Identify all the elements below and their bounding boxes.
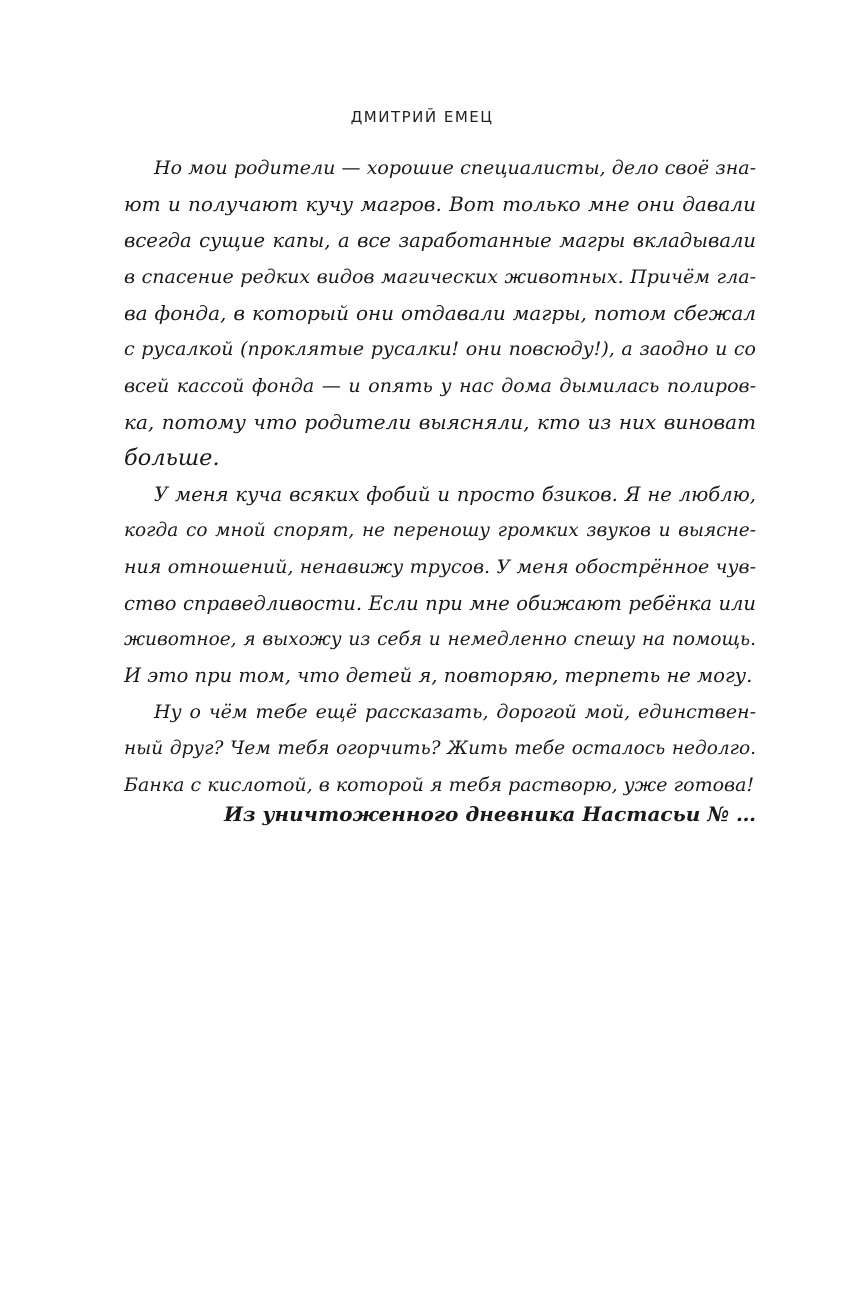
text-line: ство справедливости. Если при мне обижают ребёнка или xyxy=(124,591,756,615)
text-line: больше. xyxy=(124,445,220,472)
text-line: в спасение редких видов магических животных. Причём гла- xyxy=(124,265,756,288)
text-line: У меня куча всяких фобий и просто бзиков. Я не люблю, xyxy=(154,482,756,506)
text-line: ный друг? Чем тебя огорчить? Жить тебе осталось недолго. xyxy=(124,737,756,759)
paragraph-2 xyxy=(124,477,756,695)
paragraph-1 xyxy=(124,150,756,477)
paragraph-3 xyxy=(124,694,756,803)
text-line: с русалкой (проклятые русалки! они повсюду!), а заодно и со xyxy=(124,338,756,361)
source-attribution: Из уничтоженного дневника Настасьи № … xyxy=(223,802,756,826)
text-line: Но мои родители — хорошие специалисты, дело своё зна- xyxy=(154,157,756,179)
text-line: ния отношений, ненавижу трусов. У меня обострённое чув- xyxy=(124,556,756,579)
text-line: всей кассой фонда — и опять у нас дома дымилась полиров- xyxy=(124,374,756,397)
text-line: ва фонда, в который они отдавали магры, потом сбежал xyxy=(124,301,756,326)
text-line: Ну о чём тебе ещё рассказать, дорогой мой, единствен- xyxy=(154,701,756,724)
text-line: когда со мной спорят, не переношу громких звуков и выясне- xyxy=(124,519,756,541)
body-text xyxy=(124,150,756,803)
text-line: животное, я выхожу из себя и немедленно спешу на помощь. xyxy=(124,628,756,650)
text-line: ка, потому что родители выясняли, кто из них виноват xyxy=(124,410,756,435)
text-line: И это при том, что детей я, повторяю, терпеть не могу. xyxy=(124,664,753,688)
text-line: ют и получают кучу магров. Вот только мне они давали xyxy=(124,192,756,217)
running-head-author: ДМИТРИЙ ЕМЕЦ xyxy=(350,108,494,126)
text-line: Банка с кислотой, в которой я тебя растворю, уже готова! xyxy=(124,774,755,797)
text-line: всегда сущие капы, а все заработанные магры вкладывали xyxy=(124,228,756,252)
